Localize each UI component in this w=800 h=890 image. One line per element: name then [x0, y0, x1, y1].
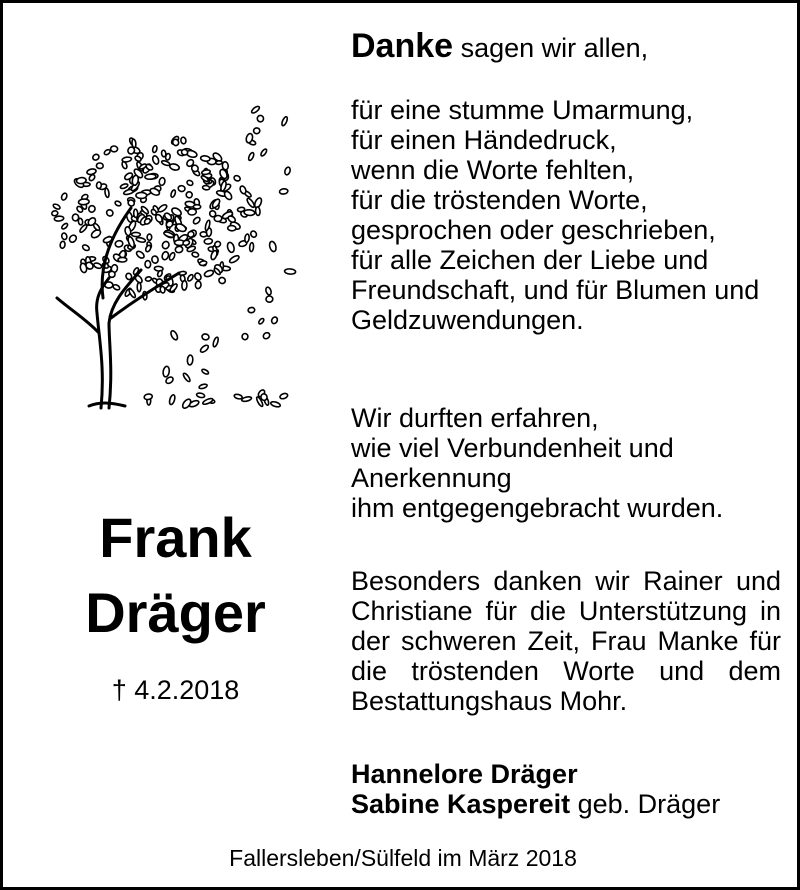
paragraph-thanks	[351, 95, 781, 335]
text-line: für die tröstenden Worte,	[351, 185, 648, 215]
text-line: Geldzuwendungen.	[351, 305, 584, 335]
signature-second-name: Sabine Kaspereit	[351, 789, 571, 819]
signature-second	[351, 789, 781, 819]
text-line: für eine stumme Umarmung,	[351, 95, 694, 125]
deceased-last-name: Dräger	[85, 581, 266, 644]
heading	[351, 27, 781, 65]
text-line: Freundschaft, und für Blumen und	[351, 275, 760, 305]
text-line: für einen Händedruck,	[351, 125, 617, 155]
text-line: Anerkennung	[351, 463, 512, 493]
text-line: wie viel Verbundenheit und	[351, 433, 674, 463]
deceased-first-name: Frank	[99, 506, 252, 569]
paragraph-experience	[351, 403, 781, 523]
text-line: gesprochen oder geschrieben,	[351, 215, 716, 245]
heading-rest: sagen wir allen,	[460, 33, 649, 63]
text-line: für alle Zeichen der Liebe und	[351, 245, 709, 275]
text-line: Wir durften erfahren,	[351, 403, 599, 433]
signatures	[351, 759, 781, 819]
signature-second-suffix: geb. Dräger	[577, 789, 721, 819]
text-line: wenn die Worte fehlten,	[351, 155, 635, 185]
text-line: ihm entgegengebracht wurden.	[351, 493, 724, 523]
windblown-tree-icon	[39, 98, 299, 418]
heading-bold: Danke	[351, 27, 454, 65]
signature-first: Hannelore Dräger	[351, 759, 578, 789]
special-thanks-text: Besonders danken wir Rainer und Christiane für die Unterstützung in der schweren Zeit, Frau Manke für die tröstenden Worte und dem Bestattungshaus Mohr.	[351, 566, 781, 716]
death-date: † 4.2.2018	[111, 675, 240, 705]
paragraph-special-thanks	[351, 566, 781, 716]
place-date-footer: Fallersleben/Sülfeld im März 2018	[229, 845, 577, 871]
